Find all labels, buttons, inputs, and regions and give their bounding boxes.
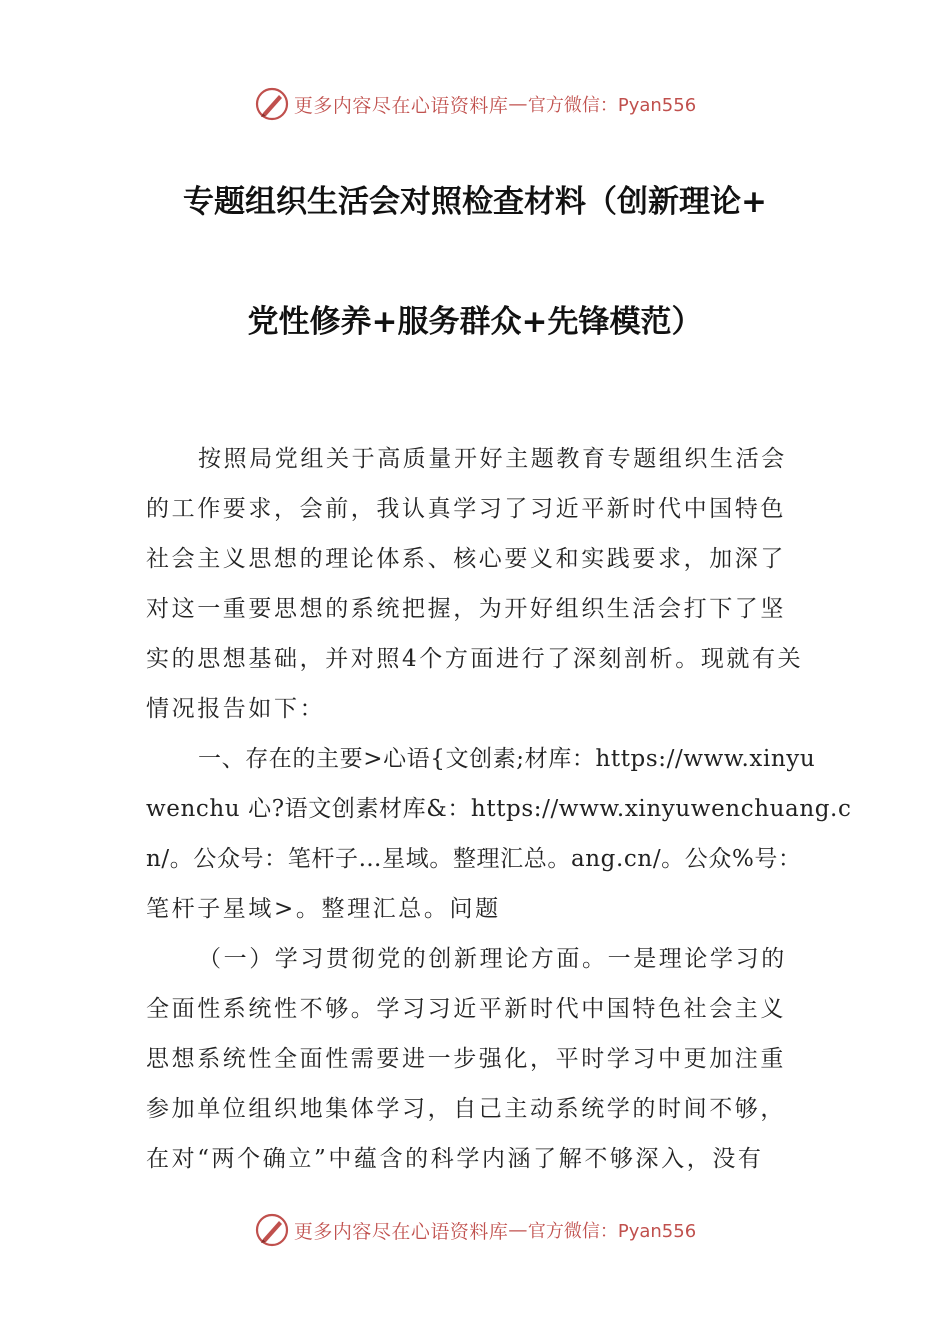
body-line: （一）学习贯彻党的创新理论方面。一是理论学习的: [198, 946, 787, 972]
document-title-line-2: 党性修养+服务群众+先锋模范）: [247, 304, 703, 340]
body-line: 实的思想基础，并对照4个方面进行了深刻剖析。现就有关: [146, 646, 804, 672]
body-line: 参加单位组织地集体学习，自己主动系统学的时间不够，: [146, 1096, 786, 1122]
body-line: 一、存在的主要>心语{文创素;材库：https://www.xinyu: [198, 746, 816, 772]
banner-text: 更多内容尽在心语资料库: [293, 94, 509, 117]
banner-dash: —: [508, 1219, 528, 1241]
body-line: n/。公众号：笔杆子…星域。整理汇总。ang.cn/。公众%号：: [146, 846, 802, 872]
banner-contact: 官方微信：Pyan556: [527, 95, 697, 116]
body-line: 情况报告如下：: [146, 696, 326, 722]
pen-circle-logo-icon: [254, 86, 290, 122]
body-line: 的工作要求，会前，我认真学习了习近平新时代中国特色: [146, 496, 786, 522]
body-line: 按照局党组关于高质量开好主题教育专题组织生活会: [198, 446, 787, 472]
body-line: 思想系统性全面性需要进一步强化，平时学习中更加注重: [146, 1046, 786, 1072]
banner-contact: 官方微信：Pyan556: [527, 1221, 697, 1242]
body-line: 笔杆子星域>。整理汇总。问题: [146, 896, 501, 922]
footer-watermark-banner: [0, 1210, 950, 1250]
pen-circle-logo-icon: [254, 1212, 290, 1248]
banner-dash: —: [508, 93, 528, 115]
body-line: 社会主义思想的理论体系、核心要义和实践要求，加深了: [146, 546, 786, 572]
document-title-line-1: 专题组织生活会对照检查材料（创新理论+: [183, 184, 767, 220]
header-watermark-banner: [0, 84, 950, 124]
body-line: 对这一重要思想的系统把握，为开好组织生活会打下了坚: [146, 596, 786, 622]
banner-text: 更多内容尽在心语资料库: [293, 1220, 509, 1243]
body-line: 在对“两个确立”中蕴含的科学内涵了解不够深入，没有: [146, 1146, 764, 1172]
body-line: wenchu 心?语文创素材库&：https://www.xinyuwenchuang.c: [146, 796, 852, 822]
body-line: 全面性系统性不够。学习习近平新时代中国特色社会主义: [146, 996, 786, 1022]
